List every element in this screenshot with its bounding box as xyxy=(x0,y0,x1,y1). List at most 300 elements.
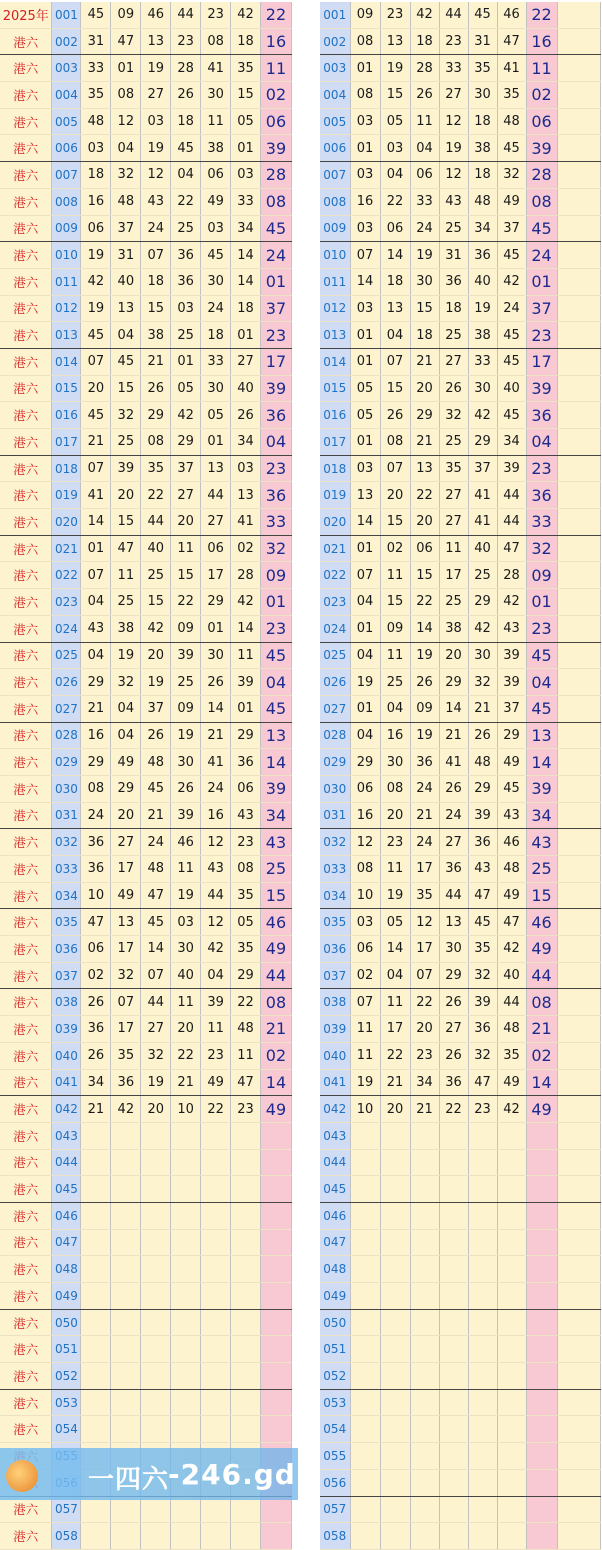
number-cell: 44 xyxy=(497,482,526,509)
number-cell xyxy=(410,1443,439,1470)
blank-cell xyxy=(557,375,600,402)
special-number-cell: 39 xyxy=(260,775,291,802)
number-cell: 41 xyxy=(468,482,497,509)
number-cell: 09 xyxy=(111,2,141,28)
row-label: 港六 xyxy=(0,28,52,55)
table-row xyxy=(320,1096,600,1123)
number-cell: 24 xyxy=(201,775,231,802)
blank-cell xyxy=(557,615,600,642)
table-row xyxy=(0,295,292,322)
number-cell: 04 xyxy=(380,162,410,189)
period-cell: 051 xyxy=(52,1336,81,1363)
number-cell: 19 xyxy=(439,135,468,162)
number-cell: 07 xyxy=(350,242,380,269)
period-cell: 025 xyxy=(320,642,350,669)
number-cell: 12 xyxy=(201,909,231,936)
number-cell: 19 xyxy=(380,882,410,909)
special-number-cell: 39 xyxy=(526,375,557,402)
special-number-cell xyxy=(260,1149,291,1176)
period-cell: 051 xyxy=(320,1336,350,1363)
period-cell: 012 xyxy=(52,295,81,322)
number-cell: 32 xyxy=(468,669,497,696)
number-cell: 35 xyxy=(439,455,468,482)
special-number-cell xyxy=(526,1469,557,1496)
number-cell xyxy=(380,1202,410,1229)
number-cell: 14 xyxy=(439,695,468,722)
period-cell: 034 xyxy=(320,882,350,909)
number-cell: 11 xyxy=(380,856,410,883)
number-cell: 35 xyxy=(141,455,171,482)
table-row xyxy=(320,749,600,776)
special-number-cell: 01 xyxy=(526,589,557,616)
number-cell: 09 xyxy=(171,695,201,722)
row-label: 港六 xyxy=(0,1042,52,1069)
table-row xyxy=(0,162,292,189)
period-cell: 003 xyxy=(320,55,350,82)
number-cell xyxy=(468,1122,497,1149)
number-cell: 37 xyxy=(468,455,497,482)
number-cell: 23 xyxy=(201,1042,231,1069)
row-label: 港六 xyxy=(0,188,52,215)
number-cell xyxy=(201,1256,231,1283)
number-cell: 18 xyxy=(171,108,201,135)
table-row xyxy=(320,1416,600,1443)
special-number-cell: 33 xyxy=(260,509,291,536)
number-cell: 03 xyxy=(201,215,231,242)
number-cell: 25 xyxy=(171,322,201,349)
number-cell: 07 xyxy=(380,455,410,482)
number-cell xyxy=(439,1336,468,1363)
special-number-cell xyxy=(526,1309,557,1336)
number-cell xyxy=(497,1443,526,1470)
number-cell: 42 xyxy=(231,589,261,616)
table-row xyxy=(0,562,292,589)
number-cell: 07 xyxy=(81,455,111,482)
number-cell xyxy=(439,1149,468,1176)
number-cell xyxy=(350,1309,380,1336)
table-row xyxy=(0,135,292,162)
number-cell: 24 xyxy=(439,802,468,829)
number-cell xyxy=(201,1229,231,1256)
number-cell xyxy=(380,1256,410,1283)
number-cell: 01 xyxy=(231,322,261,349)
period-cell: 006 xyxy=(320,135,350,162)
number-cell: 33 xyxy=(439,55,468,82)
number-cell: 48 xyxy=(141,749,171,776)
number-cell: 06 xyxy=(201,162,231,189)
special-number-cell: 32 xyxy=(526,535,557,562)
table-row xyxy=(0,268,292,295)
number-cell: 15 xyxy=(141,589,171,616)
number-cell xyxy=(141,1176,171,1203)
number-cell: 11 xyxy=(171,856,201,883)
table-row xyxy=(320,1256,600,1283)
number-cell: 20 xyxy=(380,482,410,509)
blank-cell xyxy=(557,1122,600,1149)
number-cell: 47 xyxy=(468,882,497,909)
row-label: 港六 xyxy=(0,55,52,82)
number-cell: 39 xyxy=(171,642,201,669)
table-row xyxy=(0,108,292,135)
number-cell: 21 xyxy=(141,802,171,829)
number-cell: 11 xyxy=(231,642,261,669)
number-cell: 17 xyxy=(410,936,439,963)
blank-cell xyxy=(557,242,600,269)
table-row xyxy=(320,562,600,589)
number-cell xyxy=(380,1309,410,1336)
number-cell xyxy=(231,1523,261,1550)
number-cell xyxy=(380,1443,410,1470)
number-cell: 45 xyxy=(468,2,497,28)
row-label: 港六 xyxy=(0,989,52,1016)
number-cell: 27 xyxy=(201,509,231,536)
number-cell: 42 xyxy=(497,1096,526,1123)
table-row xyxy=(320,162,600,189)
number-cell: 08 xyxy=(201,28,231,55)
number-cell: 15 xyxy=(171,562,201,589)
table-row xyxy=(320,669,600,696)
special-number-cell: 23 xyxy=(526,322,557,349)
table-row xyxy=(0,936,292,963)
period-cell: 052 xyxy=(52,1363,81,1390)
number-cell: 42 xyxy=(141,615,171,642)
number-cell xyxy=(350,1229,380,1256)
table-row xyxy=(320,429,600,456)
number-cell: 12 xyxy=(439,108,468,135)
number-cell: 20 xyxy=(380,1096,410,1123)
number-cell xyxy=(350,1443,380,1470)
number-cell xyxy=(81,1363,111,1390)
number-cell: 04 xyxy=(380,322,410,349)
special-number-cell xyxy=(260,1229,291,1256)
number-cell xyxy=(141,1229,171,1256)
number-cell: 45 xyxy=(497,135,526,162)
special-number-cell: 43 xyxy=(260,829,291,856)
number-cell: 33 xyxy=(201,348,231,375)
number-cell: 05 xyxy=(231,108,261,135)
number-cell: 22 xyxy=(231,989,261,1016)
number-cell: 45 xyxy=(497,348,526,375)
number-cell xyxy=(141,1256,171,1283)
period-cell: 044 xyxy=(320,1149,350,1176)
number-cell: 03 xyxy=(231,162,261,189)
number-cell: 29 xyxy=(468,589,497,616)
number-cell: 11 xyxy=(201,1016,231,1043)
number-cell xyxy=(81,1122,111,1149)
number-cell: 19 xyxy=(350,669,380,696)
number-cell xyxy=(171,1309,201,1336)
number-cell: 23 xyxy=(231,829,261,856)
table-row xyxy=(320,989,600,1016)
special-number-cell: 22 xyxy=(260,2,291,28)
period-cell: 024 xyxy=(320,615,350,642)
special-number-cell: 49 xyxy=(260,936,291,963)
special-number-cell: 08 xyxy=(260,989,291,1016)
special-number-cell: 44 xyxy=(526,962,557,989)
number-cell xyxy=(468,1416,497,1443)
number-cell xyxy=(201,1309,231,1336)
period-cell: 019 xyxy=(52,482,81,509)
number-cell xyxy=(497,1176,526,1203)
number-cell: 27 xyxy=(141,82,171,109)
number-cell: 29 xyxy=(201,589,231,616)
number-cell: 24 xyxy=(497,295,526,322)
number-cell: 21 xyxy=(410,1096,439,1123)
number-cell: 19 xyxy=(171,882,201,909)
number-cell: 40 xyxy=(111,268,141,295)
number-cell xyxy=(201,1202,231,1229)
special-number-cell xyxy=(260,1122,291,1149)
number-cell xyxy=(231,1496,261,1523)
special-number-cell: 08 xyxy=(526,188,557,215)
number-cell xyxy=(439,1523,468,1550)
number-cell xyxy=(231,1122,261,1149)
table-row xyxy=(320,1069,600,1096)
blank-cell xyxy=(557,589,600,616)
number-cell xyxy=(350,1469,380,1496)
number-cell: 26 xyxy=(171,775,201,802)
number-cell: 41 xyxy=(439,749,468,776)
period-cell: 008 xyxy=(52,188,81,215)
period-cell: 053 xyxy=(52,1389,81,1416)
table-row xyxy=(320,402,600,429)
number-cell: 31 xyxy=(439,242,468,269)
period-cell: 023 xyxy=(52,589,81,616)
special-number-cell: 43 xyxy=(526,829,557,856)
number-cell: 30 xyxy=(468,375,497,402)
number-cell: 19 xyxy=(111,642,141,669)
number-cell: 26 xyxy=(410,82,439,109)
blank-cell xyxy=(557,268,600,295)
number-cell: 12 xyxy=(111,108,141,135)
number-cell: 35 xyxy=(231,882,261,909)
number-cell: 29 xyxy=(350,749,380,776)
special-number-cell: 45 xyxy=(526,642,557,669)
period-cell: 047 xyxy=(52,1229,81,1256)
table-row xyxy=(320,55,600,82)
number-cell: 39 xyxy=(111,455,141,482)
number-cell: 42 xyxy=(171,402,201,429)
number-cell: 35 xyxy=(231,55,261,82)
number-cell: 03 xyxy=(350,909,380,936)
number-cell: 18 xyxy=(231,295,261,322)
number-cell: 03 xyxy=(350,162,380,189)
number-cell: 13 xyxy=(410,455,439,482)
period-cell: 036 xyxy=(52,936,81,963)
number-cell: 06 xyxy=(81,936,111,963)
row-label: 港六 xyxy=(0,1363,52,1390)
number-cell: 40 xyxy=(468,535,497,562)
number-cell: 14 xyxy=(231,242,261,269)
row-label: 港六 xyxy=(0,829,52,856)
table-row xyxy=(0,1496,292,1523)
period-cell: 031 xyxy=(320,802,350,829)
number-cell: 32 xyxy=(141,1042,171,1069)
row-label: 港六 xyxy=(0,1309,52,1336)
number-cell: 18 xyxy=(468,162,497,189)
number-cell: 11 xyxy=(171,535,201,562)
blank-cell xyxy=(557,695,600,722)
period-cell: 047 xyxy=(320,1229,350,1256)
number-cell xyxy=(111,1229,141,1256)
number-cell: 01 xyxy=(350,322,380,349)
special-number-cell: 24 xyxy=(526,242,557,269)
table-row xyxy=(320,615,600,642)
number-cell: 04 xyxy=(81,589,111,616)
year-label: 2025年 xyxy=(0,2,52,28)
table-row xyxy=(0,455,292,482)
number-cell: 44 xyxy=(201,882,231,909)
table-row xyxy=(320,1283,600,1310)
special-number-cell: 23 xyxy=(526,455,557,482)
number-cell: 45 xyxy=(141,775,171,802)
number-cell: 13 xyxy=(439,909,468,936)
number-cell xyxy=(439,1496,468,1523)
special-number-cell: 23 xyxy=(526,615,557,642)
number-cell xyxy=(231,1202,261,1229)
number-cell: 18 xyxy=(231,28,261,55)
special-number-cell: 44 xyxy=(260,962,291,989)
number-cell xyxy=(231,1256,261,1283)
table-row xyxy=(0,188,292,215)
special-number-cell: 15 xyxy=(260,882,291,909)
number-cell xyxy=(497,1469,526,1496)
number-cell: 43 xyxy=(231,802,261,829)
period-cell: 038 xyxy=(52,989,81,1016)
number-cell: 34 xyxy=(231,429,261,456)
number-cell: 14 xyxy=(141,936,171,963)
number-cell: 03 xyxy=(171,909,201,936)
period-cell: 006 xyxy=(52,135,81,162)
number-cell: 27 xyxy=(439,82,468,109)
number-cell: 27 xyxy=(439,829,468,856)
logo-text-cn: 一四六 xyxy=(88,1465,170,1495)
table-row xyxy=(320,1389,600,1416)
number-cell: 30 xyxy=(201,82,231,109)
special-number-cell xyxy=(526,1443,557,1470)
period-cell: 020 xyxy=(320,509,350,536)
period-cell: 058 xyxy=(320,1523,350,1550)
table-row xyxy=(320,535,600,562)
number-cell: 34 xyxy=(410,1069,439,1096)
number-cell: 02 xyxy=(231,535,261,562)
row-label: 港六 xyxy=(0,242,52,269)
number-cell: 43 xyxy=(201,856,231,883)
number-cell: 01 xyxy=(231,135,261,162)
special-number-cell: 36 xyxy=(526,402,557,429)
table-row xyxy=(0,909,292,936)
table-row xyxy=(320,509,600,536)
number-cell: 29 xyxy=(141,402,171,429)
number-cell: 08 xyxy=(231,856,261,883)
number-cell: 25 xyxy=(439,429,468,456)
blank-cell xyxy=(557,856,600,883)
number-cell: 10 xyxy=(350,882,380,909)
special-number-cell xyxy=(526,1256,557,1283)
number-cell: 05 xyxy=(231,909,261,936)
special-number-cell: 49 xyxy=(526,936,557,963)
table-row xyxy=(320,108,600,135)
number-cell: 30 xyxy=(468,82,497,109)
number-cell: 39 xyxy=(497,669,526,696)
number-cell xyxy=(468,1283,497,1310)
number-cell: 05 xyxy=(380,909,410,936)
number-cell: 25 xyxy=(380,669,410,696)
number-cell: 01 xyxy=(350,615,380,642)
period-cell: 013 xyxy=(320,322,350,349)
number-cell xyxy=(439,1202,468,1229)
number-cell: 21 xyxy=(410,802,439,829)
period-cell: 005 xyxy=(52,108,81,135)
number-cell: 15 xyxy=(141,295,171,322)
blank-cell xyxy=(557,669,600,696)
number-cell xyxy=(468,1523,497,1550)
number-cell: 22 xyxy=(171,1042,201,1069)
number-cell: 21 xyxy=(380,1069,410,1096)
number-cell: 07 xyxy=(141,962,171,989)
number-cell: 46 xyxy=(497,2,526,28)
number-cell: 23 xyxy=(171,28,201,55)
number-cell xyxy=(231,1149,261,1176)
row-label: 港六 xyxy=(0,1256,52,1283)
number-cell: 03 xyxy=(380,135,410,162)
number-cell: 38 xyxy=(468,322,497,349)
period-cell: 039 xyxy=(52,1016,81,1043)
table-row xyxy=(320,455,600,482)
blank-cell xyxy=(557,1523,600,1550)
blank-cell xyxy=(557,455,600,482)
number-cell xyxy=(141,1523,171,1550)
number-cell: 06 xyxy=(201,535,231,562)
row-label: 港六 xyxy=(0,1016,52,1043)
special-number-cell xyxy=(526,1416,557,1443)
number-cell: 20 xyxy=(410,1016,439,1043)
number-cell xyxy=(141,1363,171,1390)
period-cell: 011 xyxy=(320,268,350,295)
number-cell: 42 xyxy=(468,402,497,429)
number-cell: 46 xyxy=(141,2,171,28)
number-cell: 15 xyxy=(410,295,439,322)
number-cell: 41 xyxy=(231,509,261,536)
number-cell: 02 xyxy=(350,962,380,989)
number-cell: 41 xyxy=(201,749,231,776)
number-cell xyxy=(350,1363,380,1390)
number-cell xyxy=(81,1523,111,1550)
special-number-cell: 23 xyxy=(260,615,291,642)
number-cell: 45 xyxy=(201,242,231,269)
number-cell: 36 xyxy=(468,829,497,856)
number-cell xyxy=(81,1389,111,1416)
number-cell: 03 xyxy=(350,215,380,242)
special-number-cell: 02 xyxy=(260,1042,291,1069)
special-number-cell xyxy=(526,1523,557,1550)
table-row xyxy=(0,1016,292,1043)
number-cell: 47 xyxy=(111,535,141,562)
number-cell: 11 xyxy=(350,1016,380,1043)
blank-cell xyxy=(557,108,600,135)
number-cell: 35 xyxy=(81,82,111,109)
number-cell: 08 xyxy=(350,82,380,109)
number-cell: 39 xyxy=(171,802,201,829)
period-cell: 014 xyxy=(52,348,81,375)
special-number-cell xyxy=(526,1149,557,1176)
number-cell: 24 xyxy=(410,215,439,242)
number-cell: 26 xyxy=(141,375,171,402)
number-cell xyxy=(111,1363,141,1390)
number-cell xyxy=(410,1309,439,1336)
number-cell xyxy=(201,1149,231,1176)
table-row xyxy=(0,1202,292,1229)
